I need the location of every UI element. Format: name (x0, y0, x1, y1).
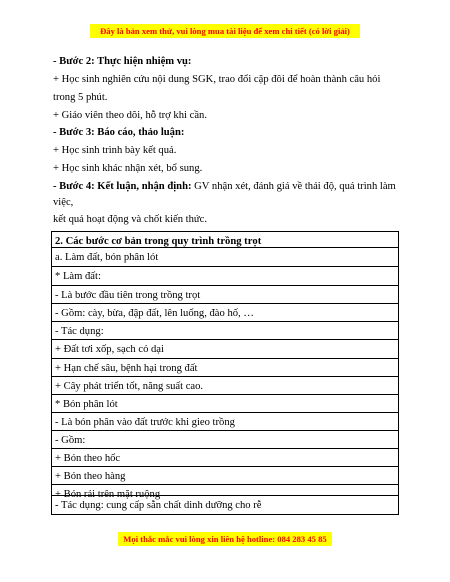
preview-notice-banner: Đây là bản xem thử, vui lòng mua tài liệu để xem chi tiết (có lời giải) (90, 24, 360, 38)
table-row: + Bón theo hàng (52, 466, 398, 488)
step3-title: - Bước 3: Báo cáo, thảo luận: (53, 127, 185, 138)
table-row: + Bón rải trên mặt ruộng (52, 484, 398, 506)
step2-line3: + Giáo viên theo dõi, hỗ trợ khi cần. (53, 110, 207, 121)
table-row: + Bón theo hốc (52, 448, 398, 470)
table-row: - Gồm: cày, bừa, đập đất, lên luống, đào hố, … (52, 303, 398, 325)
step2-title: - Bước 2: Thực hiện nhiệm vụ: (53, 56, 192, 67)
table-row: + Đất tơi xốp, sạch cỏ dại (52, 339, 398, 361)
table-row: * Bón phân lót (52, 394, 398, 416)
hotline-banner: Mọi thắc mắc vui lòng xin liên hệ hotline: 084 283 45 85 (118, 532, 332, 546)
step2-line2: trong 5 phút. (53, 92, 108, 103)
step3-line2: + Học sinh khác nhận xét, bổ sung. (53, 163, 203, 174)
step2-line1: + Học sinh nghiên cứu nội dung SGK, trao đổi cặp đôi để hoàn thành câu hỏi (53, 74, 381, 85)
table-row: a. Làm đất, bón phân lót (52, 247, 398, 269)
table-row: * Làm đất: (52, 266, 398, 288)
table-row: + Hạn chế sâu, bệnh hại trong đất (52, 358, 398, 380)
table-row: + Cây phát triển tốt, năng suất cao. (52, 376, 398, 398)
table-heading: 2. Các bước cơ bản trong quy trình trồng trọt (55, 236, 262, 247)
step4-line2: việc, (53, 197, 74, 208)
step4-title: - Bước 4: Kết luận, nhận định: GV nhận xét, đánh giá về thái độ, quá trình làm (53, 181, 396, 192)
table-row: - Tác dụng: cung cấp sẵn chất dinh dưỡng cho rễ (52, 495, 398, 517)
step3-line1: + Học sinh trình bày kết quả. (53, 145, 177, 156)
step4-line3: kết quả hoạt động và chốt kiến thức. (53, 214, 208, 225)
table-row: - Là bón phân vào đất trước khi gieo trồng (52, 412, 398, 434)
table-row: - Là bước đầu tiên trong trồng trọt (52, 285, 398, 307)
table-row: - Gồm: (52, 430, 398, 452)
table-row: - Tác dụng: (52, 321, 398, 343)
planting-steps-table (51, 231, 399, 515)
